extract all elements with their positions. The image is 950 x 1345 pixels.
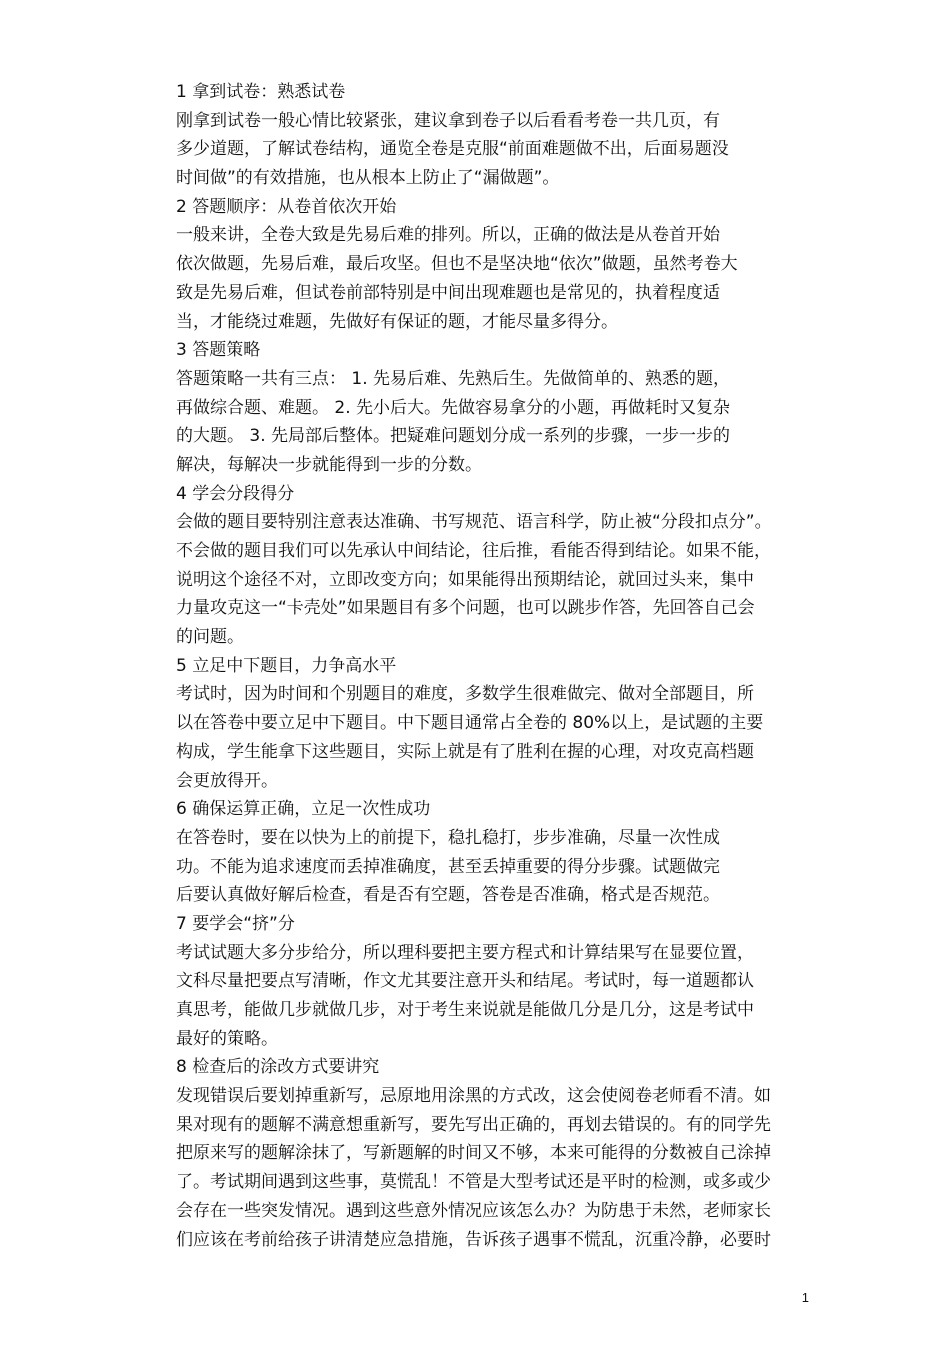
document-body [176, 78, 816, 1254]
text-line: 多少道题，了解试卷结构，通览全卷是克服“前面难题做不出，后面易题没 [176, 139, 729, 160]
text-line: 考试试题大多分步给分，所以理科要把主要方程式和计算结果写在显要位置， [176, 942, 754, 963]
text-line: 会更放得开。 [176, 770, 278, 791]
text-line: 最好的策略。 [176, 1028, 278, 1049]
text-line: 刚拿到试卷一般心情比较紧张，建议拿到卷子以后看看考卷一共几页，有 [176, 110, 720, 131]
text-line: 果对现有的题解不满意想重新写，要先写出正确的，再划去错误的。有的同学先 [176, 1114, 771, 1135]
text-line: 不会做的题目我们可以先承认中间结论，往后推，看能否得到结论。如果不能， [176, 541, 771, 561]
text-line: 说明这个途径不对，立即改变方向；如果能得出预期结论，就回过头来，集中 [176, 569, 754, 590]
text-line: 在答卷时，要在以快为上的前提下，稳扎稳打，步步准确，尽量一次性成 [176, 827, 720, 848]
text-line: 1 拿到试卷：熟悉试卷 [176, 82, 346, 102]
text-line: 再做综合题、难题。 2. 先小后大。先做容易拿分的小题，再做耗时又复杂 [176, 397, 731, 418]
text-line: 会存在一些突发情况。遇到这些意外情况应该怎么办？为防患于未然，老师家长 [176, 1200, 771, 1221]
text-line: 7 要学会“挤”分 [176, 913, 295, 934]
text-line: 了。考试期间遇到这些事，莫慌乱！不管是大型考试还是平时的检测，或多或少 [176, 1172, 771, 1193]
text-line: 把原来写的题解涂抹了，写新题解的时间又不够，本来可能得的分数被自己涂掉 [176, 1143, 771, 1164]
text-line: 依次做题，先易后难，最后攻坚。但也不是坚决地“依次”做题，虽然考卷大 [176, 254, 738, 275]
page-number: 1 [801, 1290, 809, 1305]
text-line: 的大题。 3. 先局部后整体。把疑难问题划分成一系列的步骤，一步一步的 [176, 426, 731, 447]
text-line: 的问题。 [176, 627, 244, 648]
text-line: 真思考，能做几步就做几步，对于考生来说就是能做几分是几分，这是考试中 [176, 1000, 754, 1020]
text-line: 6 确保运算正确，立足一次性成功 [176, 799, 431, 820]
text-line: 解决，每解决一步就能得到一步的分数。 [176, 454, 482, 475]
text-line: 考试时，因为时间和个别题目的难度，多数学生很难做完、做对全部题目，所 [176, 684, 754, 705]
text-line: 构成，学生能拿下这些题目，实际上就是有了胜利在握的心理，对攻克高档题 [176, 741, 754, 762]
text-line: 2 答题顺序：从卷首依次开始 [176, 196, 397, 217]
text-line: 会做的题目要特别注意表达准确、书写规范、语言科学，防止被“分段扣点分”。 [176, 512, 772, 533]
text-line: 当，才能绕过难题，先做好有保证的题，才能尽量多得分。 [176, 311, 618, 332]
text-line: 时间做”的有效措施，也从根本上防止了“漏做题”。 [176, 168, 560, 189]
text-line: 后要认真做好解后检查，看是否有空题，答卷是否准确，格式是否规范。 [176, 885, 720, 906]
text-line: 致是先易后难，但试卷前部特别是中间出现难题也是常见的，执着程度适 [176, 282, 720, 303]
text-line: 8 检查后的涂改方式要讲究 [176, 1057, 380, 1078]
text-line: 3 答题策略 [176, 340, 261, 361]
text-line: 力量攻克这一“卡壳处”如果题目有多个问题，也可以跳步作答，先回答自己会 [176, 598, 755, 619]
text-line: 文科尽量把要点写清晰，作文尤其要注意开头和结尾。考试时，每一道题都认 [176, 971, 754, 992]
text-line: 4 学会分段得分 [176, 483, 295, 504]
text-line: 们应该在考前给孩子讲清楚应急措施，告诉孩子遇事不慌乱，沉重冷静，必要时 [176, 1229, 771, 1250]
text-line: 答题策略一共有三点： 1. 先易后难、先熟后生。先做简单的、熟悉的题， [176, 368, 731, 389]
text-line: 发现错误后要划掉重新写，忌原地用涂黑的方式改，这会使阅卷老师看不清。如 [176, 1086, 771, 1107]
text-line: 功。不能为追求速度而丢掉准确度，甚至丢掉重要的得分步骤。试题做完 [176, 856, 720, 877]
text-line: 5 立足中下题目，力争高水平 [176, 655, 397, 676]
text-line: 以在答卷中要立足中下题目。中下题目通常占全卷的 80%以上，是试题的主要 [176, 713, 764, 734]
text-line: 一般来讲，全卷大致是先易后难的排列。所以，正确的做法是从卷首开始 [176, 225, 720, 246]
